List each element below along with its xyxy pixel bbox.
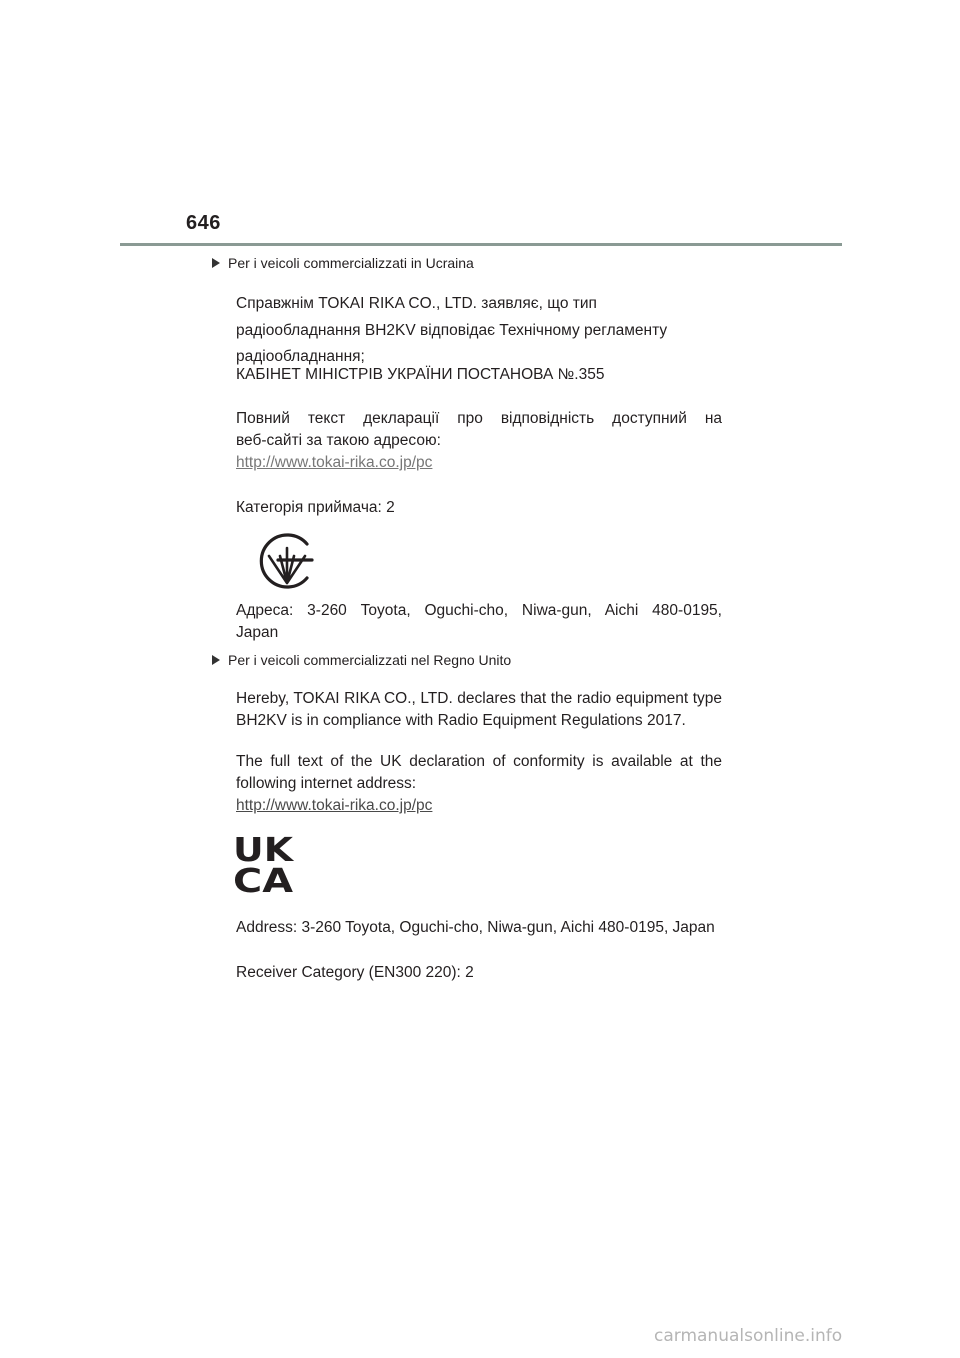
uk-declaration-link[interactable]: http://www.tokai-rika.co.jp/pc — [236, 797, 433, 814]
footer-watermark: carmanualsonline.info — [654, 1326, 843, 1346]
uk-declaration-line1: Hereby, TOKAI RIKA CO., LTD. declares that the radio equipment type — [236, 690, 722, 707]
ua-address-line2: Japan — [236, 624, 279, 641]
ua-declaration-link[interactable]: http://www.tokai-rika.co.jp/pc — [236, 454, 433, 471]
uk-heading — [212, 652, 511, 668]
page-number: 646 — [186, 212, 221, 234]
ua-fulltext-line2: веб-сайті за такою адресою: — [236, 432, 441, 449]
uk-heading-text: Per i veicoli commercializzati nel Regno Unito — [228, 652, 512, 668]
ukrainian-conformity-mark-icon — [258, 532, 316, 590]
ua-declaration-line1: Справжнім TOKAI RIKA CO., LTD. заявляє, що тип — [236, 295, 597, 312]
uk-receiver-category: Receiver Category (EN300 220): 2 — [236, 964, 474, 981]
ua-declaration-line4: КАБІНЕТ МІНІСТРІВ УКРАЇНИ ПОСТАНОВА №.355 — [236, 366, 605, 383]
ua-address-line1: Адреса: 3-260 Toyota, Oguchi-cho, Niwa-gun, Aichi 480-0195, — [236, 602, 722, 619]
uk-fulltext-line1: The full text of the UK declaration of conformity is available at the — [236, 753, 722, 770]
ukca-mark-icon — [233, 834, 295, 894]
ukraine-heading-text: Per i veicoli commercializzati in Ucraina — [228, 255, 474, 271]
triangle-bullet-icon — [212, 655, 220, 665]
ukraine-heading — [212, 255, 474, 271]
uk-declaration-line2: BH2KV is in compliance with Radio Equipment Regulations 2017. — [236, 712, 686, 729]
ukca-logo-top: UK — [233, 834, 295, 869]
triangle-bullet-icon — [212, 258, 220, 268]
uk-address: Address: 3-260 Toyota, Oguchi-cho, Niwa-gun, Aichi 480-0195, Japan — [236, 919, 715, 936]
ua-fulltext-line1: Повний текст декларації про відповідність доступний на — [236, 410, 722, 427]
ukca-logo-bottom: CA — [233, 861, 294, 894]
ua-declaration-line3: радіообладнання; — [236, 348, 365, 365]
uk-fulltext-line2: following internet address: — [236, 775, 417, 792]
ua-receiver-category: Категорія приймача: 2 — [236, 499, 395, 516]
ua-declaration-line2: радіообладнання BH2KV відповідає Технічному регламенту — [236, 322, 668, 339]
header-rule — [120, 243, 842, 246]
